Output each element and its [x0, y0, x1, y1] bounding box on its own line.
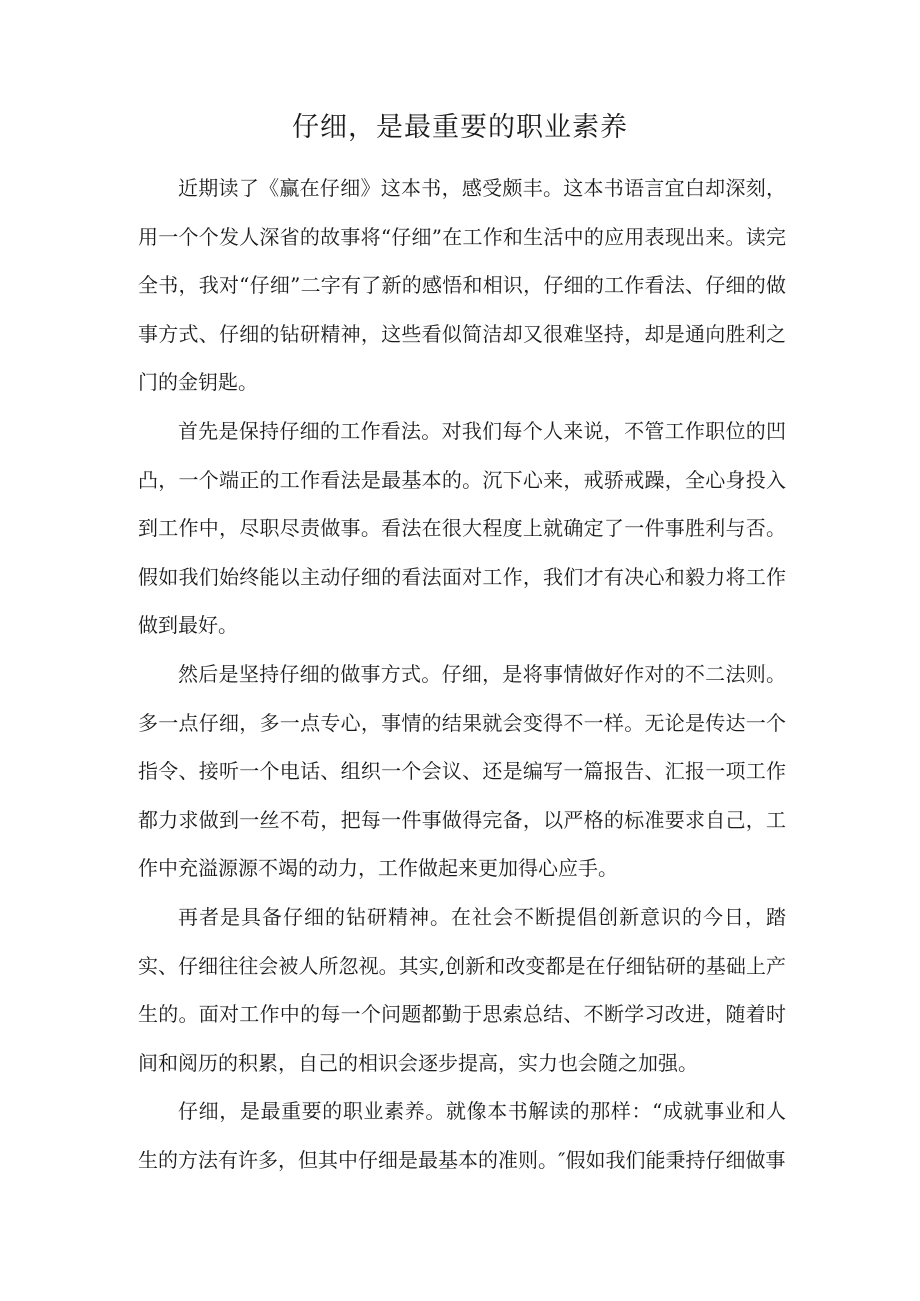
document-title: 仔细，是最重要的职业素养 [292, 112, 628, 143]
paragraph-3: 然后是坚持仔细的做事方式。仔细，是将事情做好作对的不二法则。多一点仔细，多一点专心，事情的结果就会变得不一样。无论是传达一个指令、接听一个电话、组织一个会议、还是编写一篇报告、汇报一项工作都力求做到一丝不苟，把每一件事做得完备，以严格的标准要求自己，工作中充溢源源不竭的动力，工作做起来更加得心应手。 [138, 661, 786, 881]
document-body [138, 164, 786, 1184]
paragraph-5: 仔细，是最重要的职业素养。就像本书解读的那样：“成就事业和人生的方法有许多，但其中仔细是最基本的准则。″假如我们能秉持仔细做事 [138, 1099, 786, 1172]
paragraph-1: 近期读了《赢在仔细》这本书，感受颇丰。这本书语言宜白却深刻，用一个个发人深省的故事将“仔细”在工作和生活中的应用表现出来。读完全书，我对“仔细”二字有了新的感悟和相识，仔细的工作看法、仔细的做事方式、仔细的钻研精神，这些看似简洁却又很难坚持，却是通向胜利之门的金钥匙。 [138, 176, 786, 395]
paragraph-4: 再者是具备仔细的钻研精神。在社会不断提倡创新意识的今日，踏实、仔细往往会被人所忽视。其实,创新和改变都是在仔细钻研的基础上产生的。面对工作中的每一个问题都勤于思索总结、不断学习改进，随着时间和阅历的积累，自己的相识会逐步提高，实力也会随之加强。 [138, 904, 786, 1075]
paragraph-2: 首先是保持仔细的工作看法。对我们每个人来说，不管工作职位的凹凸，一个端正的工作看法是最基本的。沉下心来，戒骄戒躁，全心身投入到工作中，尽职尽责做事。看法在很大程度上就确定了一件事胜利与否。假如我们始终能以主动仔细的看法面对工作，我们才有决心和毅力将工作做到最好。 [138, 418, 786, 638]
